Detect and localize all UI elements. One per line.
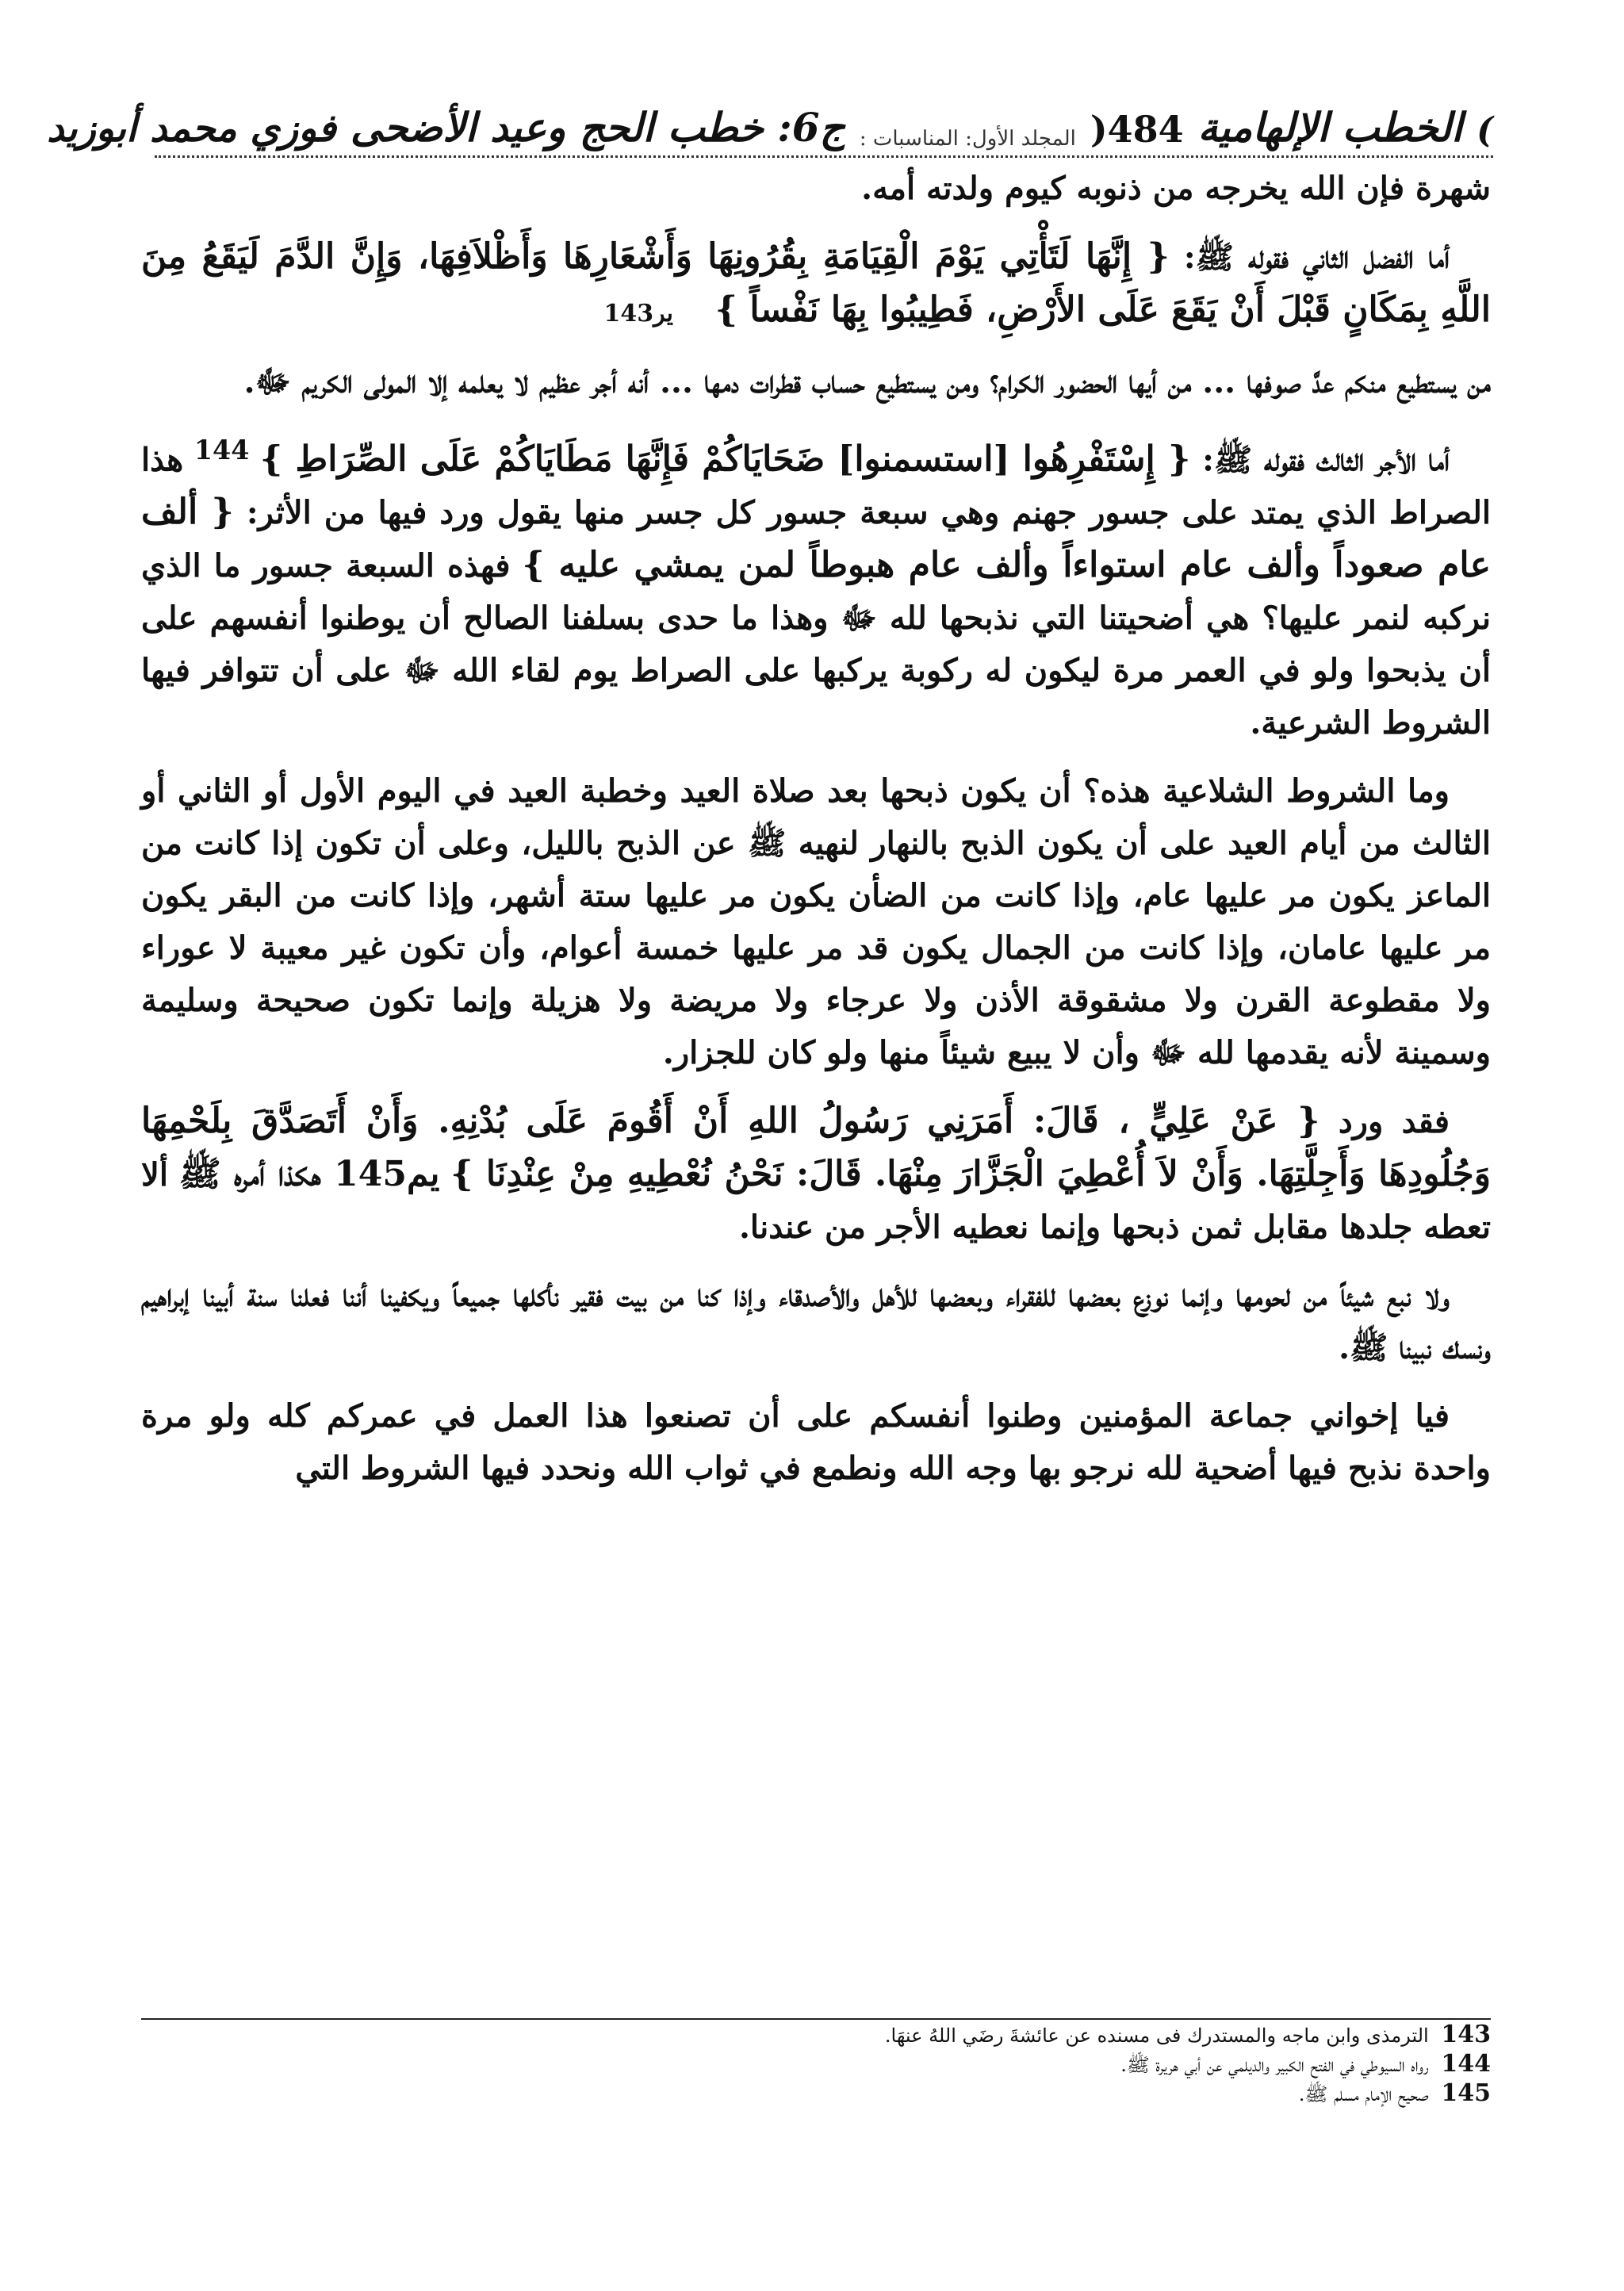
paragraph-text: وما الشروط الشلاعية هذه؟ أن يكون ذبحها بعد صلاة العيد وخطبة العيد في اليوم الأول أو الثاني أو الثالث من أيام العيد على أن يكون الذبح بالنهار لنهيه ﷺ عن الذبح بالليل، وعلى أن تكون إذا كانت من الماعز يكون مر عليها عام، وإذا كانت من الضأن يكون مر عليها ستة أشهر، وإذا كانت من البقر يكون مر عليها عامان، وإذا كانت من الجمال يكون قد مر عليها خمسة أعوام، وأن تكون غير معيبة لا عوراء ولا مقطوعة القرن ولا مشقوقة الأذن ولا عرجاء ولا مريضة ولا هزيلة وإنما تكون صحيحة وسليمة وسمينة لأنه يقدمها لله ﷻ وأن لا يبيع شيئاً منها ولو كان للجزار.: [141, 772, 1491, 1072]
paragraph-tail-bold: يم145 هكذا أمره ﷺ: [178, 1154, 440, 1195]
paragraph-lead: فقد ورد: [1320, 1103, 1450, 1141]
paragraph-lead: أما الأجر الثالث فقوله ﷺ:: [1190, 441, 1450, 479]
paragraph-tail: ألا تعطه جلدها مقابل ثمن ذبحها وإنما نعطيه الأجر من عندنا.: [141, 1156, 1491, 1247]
paragraph-4: [141, 424, 1491, 749]
footnote-144: [141, 2050, 1491, 2079]
body-text: [141, 163, 1491, 1511]
paragraph-mid: هذا الصراط الذي يمتد على جسور جهنم وهي سبعة جسور كل جسر منها يقول ورد فيها من الأثر:: [141, 441, 1491, 532]
hadith-quote: { إِسْتَفْرِهُوا [استسمنوا] ضَحَايَاكُمْ فَإِنَّهَا مَطَايَاكُمْ عَلَى الصِّرَاطِ }: [260, 439, 1191, 480]
footnote-number: 144: [1441, 2050, 1491, 2078]
paragraph-7: [141, 1270, 1491, 1374]
athar-quote: { ألف عام صعوداً وألف عام استواءاً وألف عام هبوطاً لمن يمشي عليه }: [141, 492, 1491, 586]
footnote-text: رواه السيوطي في الفتح الكبير والديلمي عن أبي هريرة ﷺ.: [1120, 2054, 1429, 2076]
hadith-quote: { إِنَّهَا لَتَأْتِي يَوْمَ الْقِيَامَةِ بِقُرُونِهَا وَأَشْعَارِهَا وَأَظْلاَفِهَا، وَإِنَّ الدَّمَ لَيَقَعُ مِنَ اللَّهِ بِمَكَانٍ قَبْلَ أَنْ يَقَعَ عَلَى الأَرْضِ، فَطِيبُوا بِهَا نَفْساً }: [141, 236, 1491, 330]
paragraph-6: [141, 1095, 1491, 1254]
footnote-number: 145: [1441, 2079, 1491, 2107]
header-part: ج6: خطب الحج وعيد الأضحى: [350, 104, 845, 151]
paragraph-text: شهرة فإن الله يخرجه من ذنوبه كيوم ولدته أمه.: [861, 170, 1491, 207]
running-header: [47, 75, 1493, 158]
paragraph-text: فيا إخواني جماعة المؤمنين وطنوا أنفسكم على أن تصنعوا هذا العمل في عمركم كله ولو مرة واحدة نذبح فيها أضحية لله نرجو بها وجه الله ونطمع في ثواب الله ونحدد فيها الشروط التي: [141, 1397, 1491, 1488]
footnote-marker: 144: [193, 435, 250, 465]
header-book-title: الخطب الإلهامية: [1197, 104, 1463, 151]
header-page-number: 484(: [1090, 108, 1184, 151]
footnote-145: [141, 2079, 1491, 2109]
paragraph-2: [141, 231, 1491, 340]
footnotes: [141, 2021, 1491, 2109]
footnote-divider: [141, 2018, 1491, 2020]
paragraph-text: من يستطيع منكم عدَّ صوفها ... من أيها الحضور الكرام؟ ومن يستطيع حساب قطرات دمها ... أنه أجر عظيم لا يعلمه إلا المولى الكريم ﷻ.: [243, 363, 1491, 400]
footnote-text: صحيح الإمام مسلم ﷺ.: [1298, 2083, 1429, 2105]
paragraph-lead: أما الفضل الثاني فقوله ﷺ:: [1169, 239, 1450, 276]
footnote-143: [141, 2021, 1491, 2050]
header-paren: ): [1477, 110, 1493, 151]
footnote-text: الترمذى وابن ماجه والمستدرك فى مسنده عن عائشةَ رضَي اللهُ عنهَا.: [884, 2025, 1429, 2047]
paragraph-8: [141, 1390, 1491, 1495]
paragraph-3: [141, 356, 1491, 408]
hadith-quote: { عَنْ عَلِيٍّ ، قَالَ: أَمَرَنِي رَسُولُ اللهِ أَنْ أَقُومَ عَلَى بُدْنِهِ. وَأَنْ أَتَصَدَّقَ بِلَحْمِهَا وَجُلُودِهَا وَأَجِلَّتِهَا. وَأَنْ لاَ أُعْطِيَ الْجَزَّارَ مِنْهَا. قَالَ: نَحْنُ نُعْطِيهِ مِنْ عِنْدِنَا }: [141, 1101, 1491, 1195]
footnote-number: 143: [1441, 2021, 1491, 2048]
header-volume: المجلد الأول: المناسبات :: [859, 127, 1076, 151]
hadith-reference: ير143: [603, 300, 674, 328]
paragraph-text: ولا نبع شيئاً من لحومها وإنما نوزع بعضها للفقراء وبعضها للأهل والأصدقاء وإذا كنا من بيت فقير نأكلها جميعاً ويكفينا أننا فعلنا سنة أبينا إبراهيم ونسك نبينا ﷺ.: [141, 1277, 1491, 1367]
paragraph-tail: فهذه السبعة جسور ما الذي نركبه لنمر عليها؟ هي أضحيتنا التي نذبحها لله ﷻ وهذا ما حدى بسلفنا الصالح أن يوطنوا أنفسهم على أن يذبحوا ولو في العمر مرة ليكون له ركوبة يركبها على الصراط يوم لقاء الله ﷻ على أن تتوافر فيها الشروط الشرعية.: [141, 547, 1491, 742]
paragraph-1: [141, 163, 1491, 215]
header-author: فوزي محمد أبوزيد: [47, 106, 336, 151]
paragraph-5: [141, 765, 1491, 1079]
